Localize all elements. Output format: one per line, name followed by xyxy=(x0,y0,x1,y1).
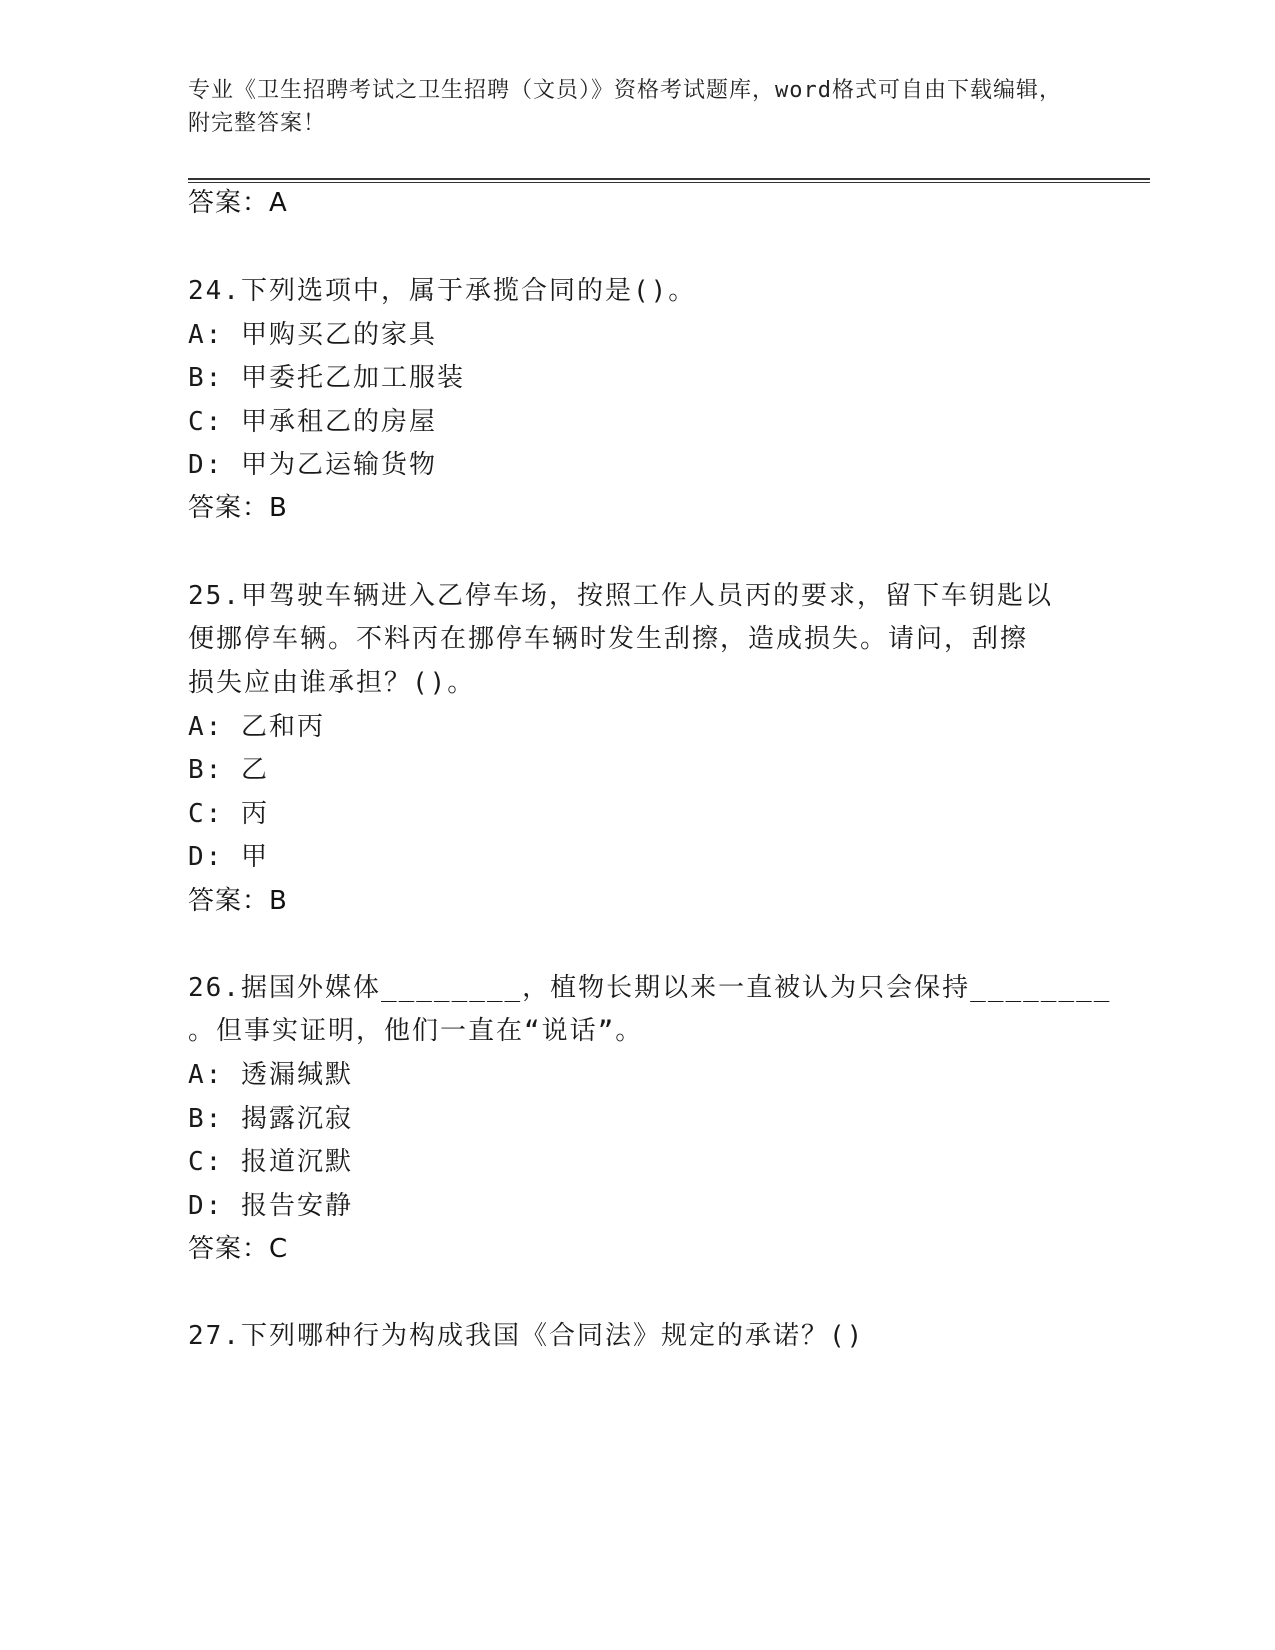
question-26-option-d: D: 报告安静 xyxy=(188,1191,353,1221)
question-24-option-d: D: 甲为乙运输货物 xyxy=(188,450,437,480)
question-25-stem-line-3: 损失应由谁承担？()。 xyxy=(188,668,476,698)
question-26-stem-line-1: 26.据国外媒体________，植物长期以来一直被认为只会保持________ xyxy=(188,973,1112,1003)
question-26-option-c: C: 报道沉默 xyxy=(188,1147,353,1177)
question-26-stem-line-2: 。但事实证明，他们一直在“说话”。 xyxy=(188,1016,644,1046)
question-26-option-a: A: 透漏缄默 xyxy=(188,1060,353,1090)
question-24-option-c: C: 甲承租乙的房屋 xyxy=(188,407,437,437)
question-24-option-b: B: 甲委托乙加工服装 xyxy=(188,363,465,393)
header-divider xyxy=(188,178,1150,183)
question-27-stem: 27.下列哪种行为构成我国《合同法》规定的承诺？() xyxy=(188,1321,865,1351)
question-25-option-d: D: 甲 xyxy=(188,842,269,872)
page-header-text: 专业《卫生招聘考试之卫生招聘（文员）》资格考试题库，word格式可自由下载编辑，附完整答案！ xyxy=(188,78,1062,136)
answer-label: 答案：A xyxy=(188,188,288,218)
question-26-option-b: B: 揭露沉寂 xyxy=(188,1104,353,1134)
question-25-option-b: B: 乙 xyxy=(188,755,269,785)
question-25-stem-line-2: 便挪停车辆。不料丙在挪停车辆时发生刮擦，造成损失。请问，刮擦 xyxy=(188,624,1029,654)
question-24-option-a: A: 甲购买乙的家具 xyxy=(188,320,437,350)
question-26-answer: 答案：C xyxy=(188,1234,289,1264)
question-25-answer: 答案：B xyxy=(188,886,288,916)
question-24-stem: 24.下列选项中，属于承揽合同的是()。 xyxy=(188,276,697,306)
question-24-answer: 答案：B xyxy=(188,493,288,523)
question-25-option-a: A: 乙和丙 xyxy=(188,712,325,742)
question-25-stem-line-1: 25.甲驾驶车辆进入乙停车场，按照工作人员丙的要求，留下车钥匙以 xyxy=(188,581,1053,611)
question-25-option-c: C: 丙 xyxy=(188,799,269,829)
